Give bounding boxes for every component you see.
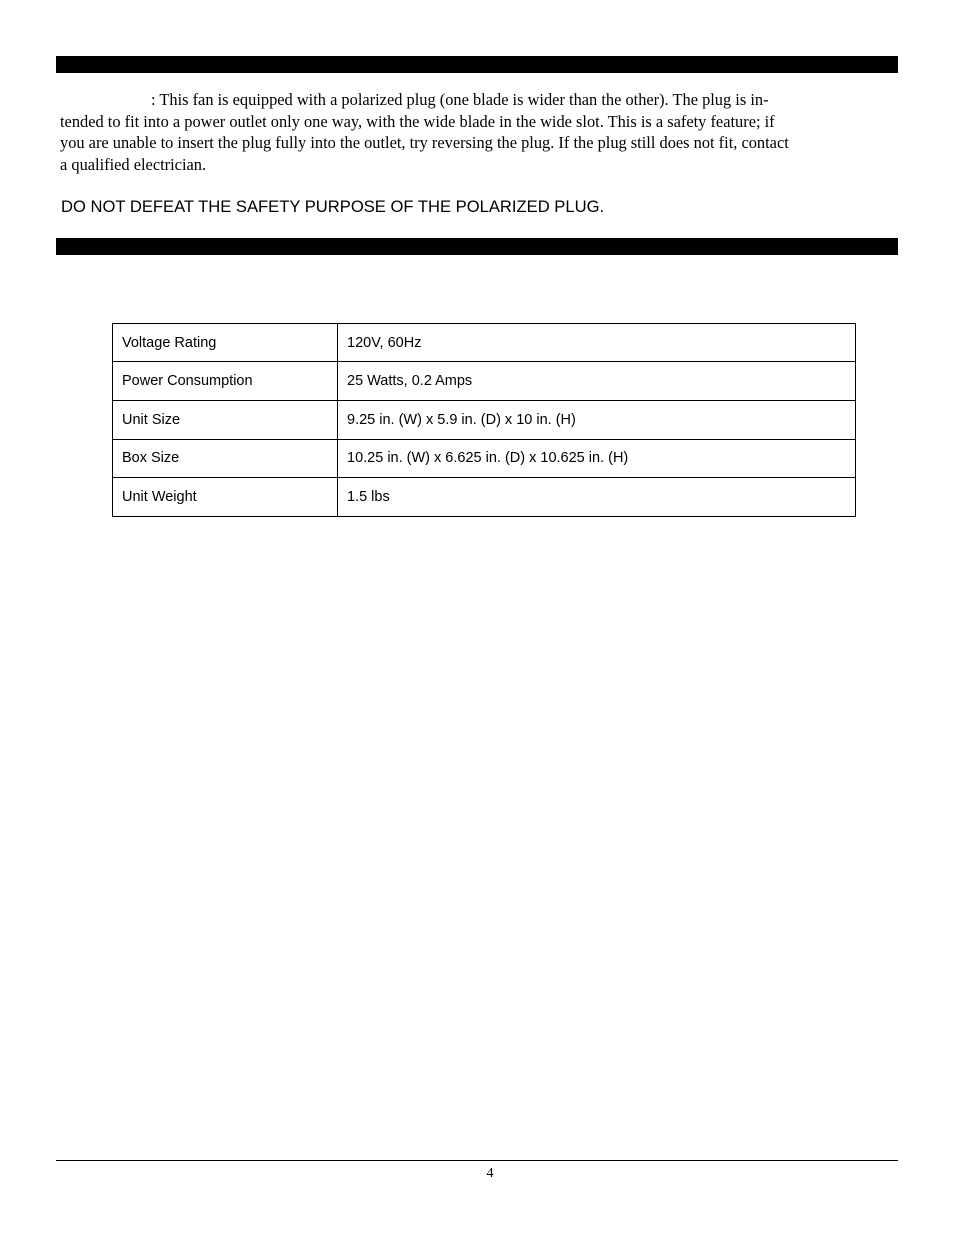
spec-value: 10.25 in. (W) x 6.625 in. (D) x 10.625 in. (H) xyxy=(338,439,856,478)
table-row xyxy=(113,400,856,439)
specifications-table xyxy=(112,323,856,517)
spec-value: 9.25 in. (W) x 5.9 in. (D) x 10 in. (H) xyxy=(338,400,856,439)
table-row xyxy=(113,439,856,478)
section-header-bar xyxy=(56,56,898,73)
spec-value: 120V, 60Hz xyxy=(338,324,856,362)
page-number: 4 xyxy=(486,1166,494,1181)
section-header-bar xyxy=(56,238,898,255)
spec-label: Unit Weight xyxy=(113,478,338,517)
table-row xyxy=(113,362,856,401)
spec-label: Voltage Rating xyxy=(113,324,338,362)
polarized-plug-notice xyxy=(60,89,896,175)
spec-label: Box Size xyxy=(113,439,338,478)
table-row xyxy=(113,478,856,517)
spec-value: 25 Watts, 0.2 Amps xyxy=(338,362,856,401)
notice-line: tended to fit into a power outlet only one way, with the wide blade in the wide slot. This is a safety feature; if xyxy=(60,111,775,131)
spec-label: Unit Size xyxy=(113,400,338,439)
table-row xyxy=(113,324,856,362)
spec-label: Power Consumption xyxy=(113,362,338,401)
spec-value: 1.5 lbs xyxy=(338,478,856,517)
notice-line: a qualified electrician. xyxy=(60,154,207,174)
footer-divider xyxy=(56,1160,898,1161)
notice-line: : This fan is equipped with a polarized plug (one blade is wider than the other). The plug is in- xyxy=(151,90,769,109)
polarized-plug-warning: DO NOT DEFEAT THE SAFETY PURPOSE OF THE POLARIZED PLUG. xyxy=(61,197,605,216)
notice-line: you are unable to insert the plug fully into the outlet, try reversing the plug. If the plug still does not fit, contact xyxy=(60,133,789,152)
